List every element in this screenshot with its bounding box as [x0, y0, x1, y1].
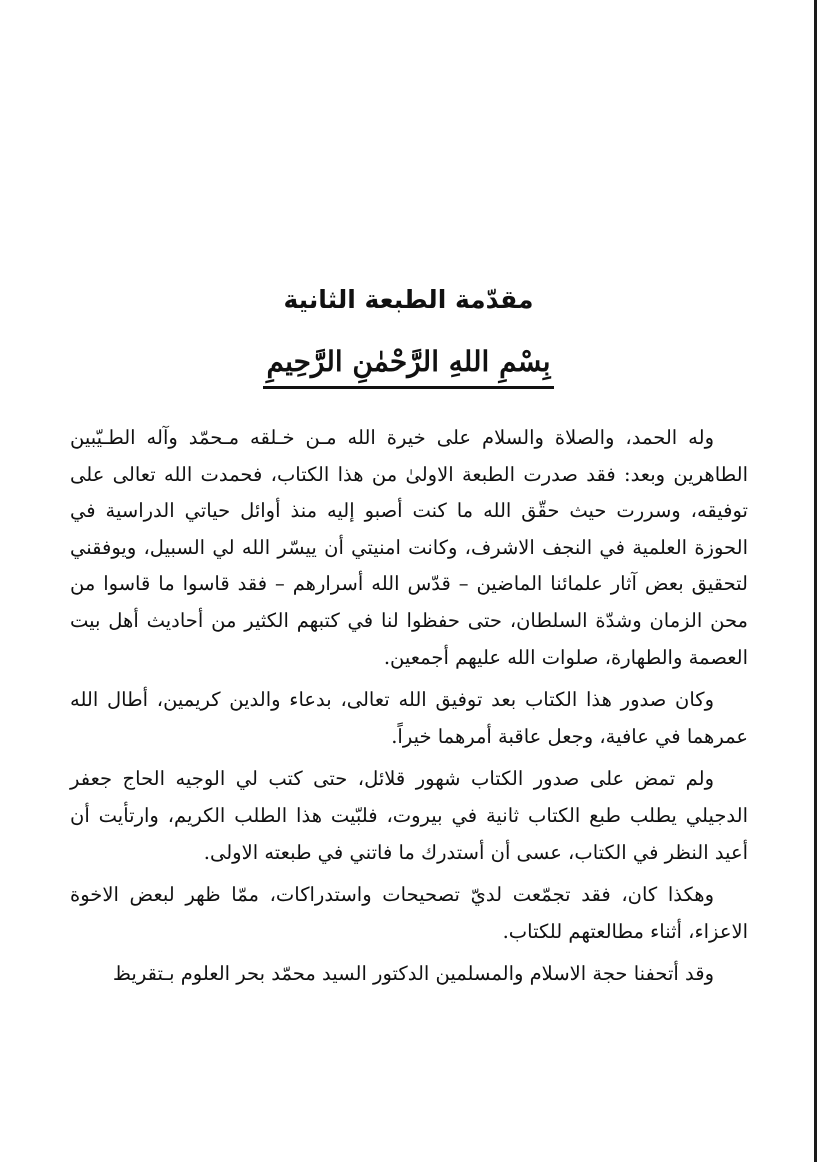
body-text: [70, 420, 748, 999]
paragraph: وله الحمد، والصلاة والسلام على خيرة الله مـن خـلقه مـحمّد وآله الطـيّبين الطاهرين وبعد: فقد صدرت الطبعة الاولىٰ من هذا الكتاب، فحمدت الله تعالى على توفيقه، وسررت حيث حقّق الله ما كنت أصبو إليه منذ أوائل حياتي الدراسية في الحوزة العلمية في النجف الاشرف، وكانت امنيتي أن ييسّر الله لي السبيل، ويوفقني لتحقيق بعض آثار علمائنا الماضين – قدّس الله أسرارهم – فقد قاسوا ما قاسوا من محن الزمان وشدّة السلطان، حتى حفظوا لنا في كتبهم الكثير من أحاديث أهل بيت العصمة والطهارة، صلوات الله عليهم أجمعين.: [70, 426, 748, 669]
paragraph: وهكذا كان، فقد تجمّعت لديّ تصحيحات واستدراكات، ممّا ظهر لبعض الاخوة الاعزاء، أثناء مطالعتهم للكتاب.: [70, 883, 748, 943]
paragraph: وقد أتحفنا حجة الاسلام والمسلمين الدكتور السيد محمّد بحر العلوم بـتقريظ: [112, 962, 714, 986]
paragraph: ولم تمض على صدور الكتاب شهور قلائل، حتى كتب لي الوجيه الحاج جعفر الدجيلي يطلب طبع الكتاب ثانية في بيروت، فلبّيت هذا الطلب الكريم، وارتأيت أن أعيد النظر في الكتاب، عسى أن أستدرك ما فاتني في طبعته الاولى.: [70, 767, 748, 864]
page-title: مقدّمة الطبعة الثانية: [283, 285, 534, 314]
basmala-text: بِسْمِ اللهِ الرَّحْمٰنِ الرَّحِيمِ: [263, 340, 555, 389]
paragraph: وكان صدور هذا الكتاب بعد توفيق الله تعالى، بدعاء والدين كريمين، أطال الله عمرهما في عافية، وجعل عاقبة أمرهما خيراً.: [70, 688, 748, 748]
basmala-calligraphy: [0, 340, 817, 389]
